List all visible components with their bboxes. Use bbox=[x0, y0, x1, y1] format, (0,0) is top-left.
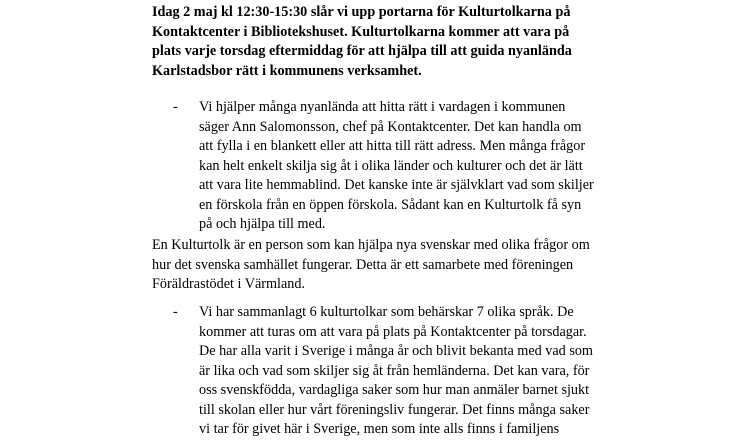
body-line: en förskola från en öppen förskola. Sådant kan en Kulturtolk få syn bbox=[199, 196, 582, 213]
body-line: att vara lite hemmablind. Det kanske inte är självklart vad som skiljer bbox=[199, 177, 594, 193]
bullet-text bbox=[199, 303, 629, 440]
body-line: till skolan eller hur vårt föreningsliv fungerar. Det finns många saker bbox=[199, 401, 590, 418]
lead-line: Idag 2 maj kl 12:30-15:30 slår vi upp portarna för Kulturtolkarna på bbox=[152, 4, 571, 20]
bullet-dash: - bbox=[173, 99, 178, 115]
body-line: kan helt enkelt skilja sig åt i olika länder och kulturer och det är lätt bbox=[199, 157, 583, 174]
body-line: säger Ann Salomonsson, chef på Kontaktcenter. Det kan handla om bbox=[199, 118, 582, 135]
bullet-dash: - bbox=[173, 304, 178, 320]
body-line: En Kulturtolk är en person som kan hjälpa nya svenskar med olika frågor om bbox=[152, 237, 590, 253]
body-line: Föräldrastödet i Värmland. bbox=[152, 276, 306, 292]
body-line: Vi har sammanlagt 6 kulturtolkar som behärskar 7 olika språk. De bbox=[199, 304, 574, 320]
body-paragraph bbox=[152, 236, 632, 295]
body-line: på och hjälpa till med. bbox=[199, 216, 326, 232]
body-line: är lika och vad som skiljer sig åt från hemländerna. Det kan vara, för bbox=[199, 362, 590, 379]
body-line: oss svenskfödda, vardagliga saker som hur man anmäler barnet sjukt bbox=[199, 382, 590, 398]
lead-line: plats varje torsdag eftermiddag för att hjälpa till att guida nyanlända bbox=[152, 43, 572, 59]
bullet-text bbox=[199, 98, 629, 235]
lead-line: Kontaktcenter i Bibliotekshuset. Kulturtolkarna kommer att vara på bbox=[152, 23, 570, 40]
lead-paragraph bbox=[152, 3, 622, 81]
body-line: Vi hjälper många nyanlända att hitta rätt i vardagen i kommunen bbox=[199, 99, 566, 115]
body-line: hur det svenska samhället fungerar. Detta är ett samarbete med föreningen bbox=[152, 256, 574, 273]
body-line: kommer att turas om att vara på plats på Kontaktcenter på torsdagar. bbox=[199, 323, 587, 340]
body-line: De har alla varit i Sverige i många år och blivit bekanta med vad som bbox=[199, 343, 593, 359]
lead-line: Karlstadsbor rätt i kommunens verksamhet. bbox=[152, 62, 422, 79]
body-line: vi tar för givet här i Sverige, men som inte alls finns i familjens bbox=[199, 421, 560, 437]
body-line: att fylla i en blankett eller att hitta till rätt adress. Men många frågor bbox=[199, 138, 586, 154]
